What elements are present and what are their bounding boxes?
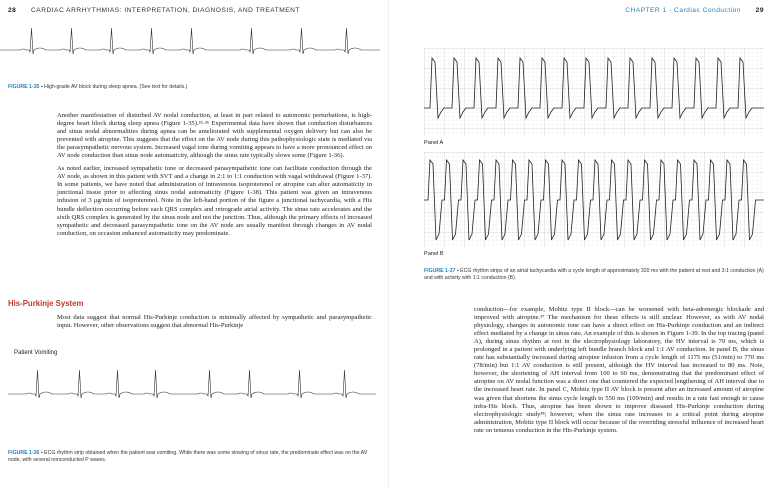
fig35-text: High-grade AV block during sleep apnea. (See text for details.)	[44, 84, 188, 90]
left-body-text-2	[57, 314, 372, 335]
ecg-panel-b	[424, 152, 764, 247]
left-running-head-text: CARDIAC ARRHYTHMIAS: INTERPRETATION, DIAGNOSIS, AND TREATMENT	[31, 7, 300, 14]
paragraph-3: Most data suggest that normal His-Purkinje conduction is minimally affected by sympathetic and parasympathetic input. However, other observations suggest that abnormal His-Purkinje	[57, 314, 372, 330]
left-page-number: 28	[8, 7, 17, 14]
ecg-strip-fig36	[8, 360, 376, 410]
left-body-text	[57, 112, 372, 243]
right-running-head	[625, 7, 764, 14]
fig37-label: FIGURE 1-37	[424, 268, 456, 274]
right-running-head-text: CHAPTER 1 - Cardiac Conduction	[625, 7, 741, 14]
ecg-trace-fig36	[8, 370, 376, 398]
paragraph-2: As noted earlier, increased sympathetic tone or decreased parasympathetic tone can facilitate conduction through the AV node, as shown in this patient with SVT and a change in 2:1 to 1:1 conduction with vagal withdrawal (Figure 1-37). In some patients, we have noted that administration of intravenous isoproterenol or atropine can alter automaticity in junctional tissue prior to affecting sinus nodal automaticity (Figure 1-38). This patient was given an intravenous infusion of 3 μg/min of isoproterenol. Note in the left-hand portion of the figure a junctional tachycardia, with a His bundle deflection occurring before each QRS complex and retrograde atrial activity. The sinus rate accelerates and the sixth QRS complex is generated by the sinus node and not the junction. Thus, although the primary effects of increased sympathetic and decreased parasympathetic tone on the AV node are usually manifest through changes in AV nodal conduction, on occasion enhanced automaticity may predominate.	[57, 165, 372, 237]
section-title: His-Purkinje System	[8, 299, 84, 308]
right-page-number: 29	[755, 7, 764, 14]
panel-b-label: Panel B	[424, 251, 444, 257]
page-gutter	[388, 0, 389, 490]
fig37-caption: FIGURE 1-37 • ECG rhythm strips of an atrial tachycardia with a cycle length of approximately 320 ms with the patient at rest and 3:1 conduction (A) and with activity with 1:1 conduction (B).	[424, 268, 764, 282]
fig36-caption: FIGURE 1-36 • ECG rhythm strip obtained when the patient was vomiting. While there was some slowing of sinus rate, the predominate effect was on the AV node, with several nonconducted P waves.	[8, 450, 368, 464]
strip-label: Patient Vomiting	[14, 350, 58, 356]
ecg-trace-fig35	[0, 28, 380, 54]
fig35-caption: FIGURE 1-35 • High-grade AV block during sleep apnea. (See text for details.)	[8, 84, 188, 90]
left-running-head	[8, 7, 300, 14]
ecg-strip-fig35	[0, 18, 380, 68]
fig37-text: ECG rhythm strips of an atrial tachycardia with a cycle length of approximately 320 ms with the patient at rest and 3:1 conduction (A) and with activity with 1:1 conduction (B).	[424, 268, 764, 282]
fig35-label: FIGURE 1-35	[8, 84, 40, 90]
panel-a-label: Panel A	[424, 140, 444, 146]
fig36-text: ECG rhythm strip obtained when the patient was vomiting. While there was some slowing of sinus rate, the predominate effect was on the AV node, with several nonconducted P waves.	[8, 450, 368, 464]
paragraph-1: Another manifestation of disturbed AV nodal conduction, at least in part related to autonomic perturbations, is high-degree heart block during sleep apnea (Figure 1-35).³⁵·³⁶ Experimental data have shown that conduction disturbances and sinus nodal abnormalities during apnea can be ameliorated with supplemental oxygen delivery but can also be prevented with atropine. This suggests that the effect on the AV node during this pathophysiologic state is mediated via the parasympathetic nervous system. Increased vagal tone during vomiting appears to have a more pronounced effect on AV node conduction than sinus node automaticity, although the sinus rate typically slows some (Figure 1-36).	[57, 112, 372, 160]
fig36-label: FIGURE 1-36	[8, 450, 40, 456]
paragraph-4: conduction—for example, Mobitz type II block—can be worsened with beta-adrenergic blockade and improved with atropine.³⁷ The mechanism for these effects is still unclear. However, as with AV nodal physiology, changes in autonomic tone can have a direct effect on His-Purkinje conduction and an indirect effect mediated by a change in sinus rate. An example of this is shown in Figure 1-39. In the top tracing (panel A), during sinus rhythm at rest in the electrophysiology laboratory, the HV interval is 70 ms, which is prolonged in a patient with underlying left bundle branch block and 1:1 AV conduction. In panel B, the sinus rate has substantially increased during atropine infusion from a cycle length of 1175 ms (51/min) to 770 ms (78/min) but 1:1 AV conduction is still present, although the HV interval has increased to 80 ms. Note, however, the shortening of AH interval from 100 to 60 ms, demonstrating that the predominant effect of atropine on AV nodal function was a direct one that countered the expected lengthening of AH interval due to the increased heart rate. In panel C, Mobitz type II AV block is present after an increased amount of atropine was given that shortens the sinus cycle length to 550 ms (109/min) and results in a rate fast enough to cause infra-His block. Thus, atropine has been shown to improve diseased His-Purkinje conduction during electrophysiologic study³⁸; however, when the sinus rate increases to a critical point during atropine administration, Mobitz type II block will occur because of the overriding stressful influence of increased heart rate on tenuous conduction in the His-Purkinje system.	[474, 306, 764, 434]
ecg-panel-a	[424, 48, 764, 136]
right-body-text	[474, 306, 764, 440]
